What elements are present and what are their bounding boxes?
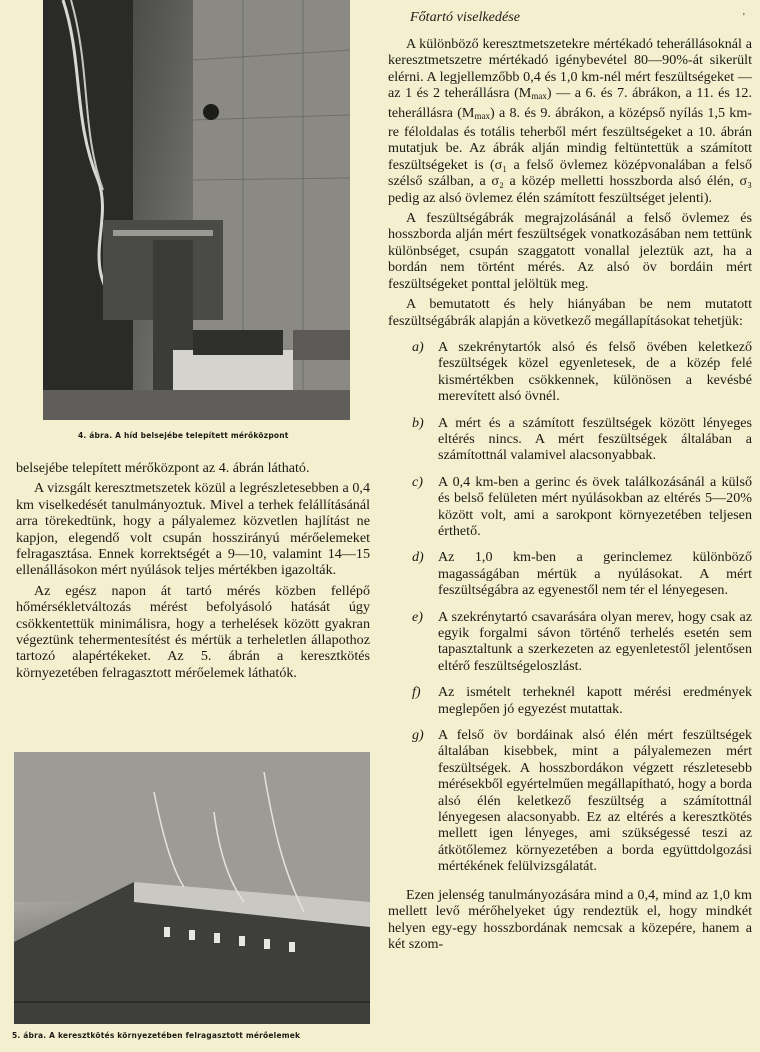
list-item: a) A szekrénytartók alsó és felső övében keletkező feszültségek közel egyenletesek, de a közép felé kismértékben csökkennek, különösen a kevésbé merevített alsó övnél. xyxy=(412,338,752,405)
figure-4-caption: 4. ábra. A híd belsejébe telepített mérőközpont xyxy=(78,431,289,440)
list-item: f) Az ismételt terheknél kapott mérési eredmények meglepően jó egyezést mutattak. xyxy=(412,684,752,717)
right-paragraph-2: A feszültségábrák megrajzolásánál a felső övlemez és hosszborda alján mért feszültségek vonatkozásában nem tettünk különbséget, csupán szaggatott vonallal jeleztük azt, ha a bordán nem történt mérés. Az alsó öv bordáin mért feszültségeket ponttal jelöltük meg. xyxy=(388,210,752,292)
list-item: d) Az 1,0 km-ben a gerinclemez különböző magasságában mértük a nyúlásokat. A mért feszültségábra az egyenestől nem tér el lényegesen. xyxy=(412,549,752,599)
left-paragraph-1: belsejébe telepített mérőközpont az 4. ábrán látható. xyxy=(16,460,310,476)
figure-4-photo xyxy=(43,0,350,420)
left-paragraph-2: A vizsgált keresztmetszetek közül a legrészletesebben a 0,4 km viselkedését tanulmányoztuk. Mivel a terhek felállításánál arra törekedtünk, hogy a pályalemez közvetlen hajlítást ne kapjon, elegendő volt csupán hosszirányú mérőelemeket felragasztása. Ennek korrektségét a 9—10, valamint 14—15 ellenállásokon mért nyúlások teljes mértékben igazolták. xyxy=(16,480,370,579)
right-paragraph-3: A bemutatott és hely hiányában be nem mutatott feszültségábrák alapján a következő megállapításokat tehetjük: xyxy=(388,296,752,329)
list-item: g) A felső öv bordáinak alsó élén mért feszültségek általában kisebbek, mint a pályalemezen mért feszültségek. A hosszbordákon végzett részletesebb mérésekből egyértelműen megállapítható, hogy a borda alsó élén keletkező feszültség a számítottnál lényegesen alacsonyabb. Ez az eltérés a keresztkötés mellett igen lényeges, ami szükségessé teszi az átkötőlemez környezetében a borda együttdolgozási mértékének felülvizsgálatát. xyxy=(412,727,752,875)
left-paragraph-3: Az egész napon át tartó mérés közben fellépő hőmérsékletváltozás mérést befolyásoló hatását úgy csökkentettük minimálisra, hogy a terhelések között gyakran végeztünk tehermentesítést és mértük a terheletlen állapothoz tartozó alapértékeket. Az 5. ábrán a keresztkötés környezetében felragasztott mérőelemek láthatók. xyxy=(16,582,370,681)
figure-5-photo xyxy=(14,752,370,1024)
right-paragraph-1: A különböző keresztmetszetekre mértékadó teherállásoknál a keresztmetszetre mértékadó igénybevétel 80—90%-át sikerült elérni. A legjellemzőbb 0,4 és 1,0 km-nél mért feszültségeket — az 1 és 2 teherállásra $(M_{max})$ — a 6. és 7. ábrákon, a 11. és 12. teherállásra $(M_{max})$ a 8. és 9. ábrákon, a középső nyílás 1,5 km-re féloldalas és totális teherből mért feszültségeket a 10. ábrán mutatjuk be. Az ábrák alján mindig feltüntettük a számított feszültségeket is (σ₁ a felső övlemez középvonalában a felső szélső szálban, a σ₂ a közép melletti hosszborda alsó élén, σ₃ pedig az alsó övlemez élén számított feszültséget jelenti). xyxy=(388,36,752,206)
figure-4-illustration xyxy=(43,0,350,420)
figure-5-caption: 5. ábra. A keresztkötés környezetében felragasztott mérőelemek xyxy=(12,1031,301,1040)
list-item: b) A mért és a számított feszültségek között lényeges eltérés nincs. A mért feszültségek általában a számítottnál valamivel alacsonyabbak. xyxy=(412,414,752,464)
list-item: c) A 0,4 km-ben a gerinc és övek találkozásánál a külső és belső felületen mért nyúlásokban az eltérés 5—20% között volt, ami a sarokpont környezetében teljesen érthető. xyxy=(412,473,752,539)
list-item: e) A szekrénytartó csavarására olyan merev, hogy csak az egyik forgalmi sávon történő terhelés esetén sem tapasztaltunk a szerkezeten az egyenletestől jelentősen eltérő feszültségeloszlást. xyxy=(412,608,752,674)
left-column-text xyxy=(16,460,370,681)
figure-5-illustration xyxy=(14,752,370,1024)
right-paragraph-4: Ezen jelenség tanulmányozására mind a 0,4, mind az 1,0 km mellett levő mérőhelyeket úgy rendeztük el, hogy mindkét helyen egy-egy hosszbordának nemcsak a közepére, hanem a két szom- xyxy=(388,886,752,952)
page-mark: ' xyxy=(743,12,745,23)
section-heading: Főtartó viselkedése xyxy=(410,9,520,25)
right-column-text xyxy=(388,36,752,952)
